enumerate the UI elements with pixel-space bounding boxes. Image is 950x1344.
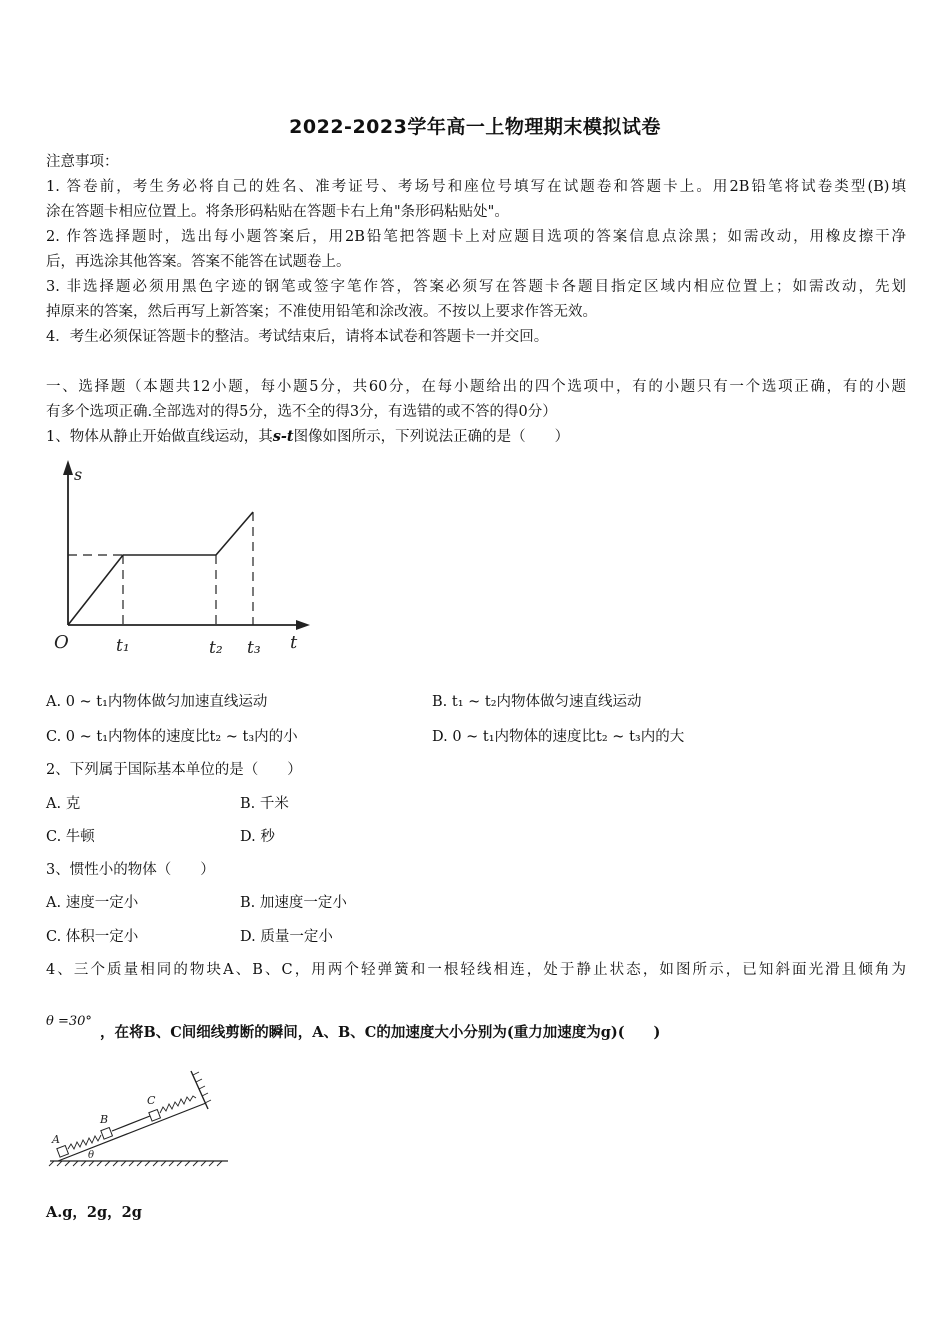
question-3-option-b[interactable]: B. 加速度一定小: [240, 895, 347, 911]
notice-line: 2. 作答选择题时，选出每小题答案后，用2B铅笔把答题卡上对应题目选项的答案信息点涂黑；如需改动，用橡皮擦干净: [46, 229, 906, 245]
incline-surface: [58, 1103, 206, 1161]
spring-c-wall: [160, 1096, 196, 1113]
block-b: [101, 1127, 113, 1139]
question-3-option-c[interactable]: C. 体积一定小: [46, 929, 139, 945]
label-b: B: [100, 1113, 109, 1126]
question-4-stem: 4、三个质量相同的物块A、B、C，用两个轻弹簧和一根轻线相连，处于静止状态，如图所示，已知斜面光滑且倾角为: [46, 962, 906, 978]
question-1-var: s-t: [272, 428, 294, 445]
notice-line: 掉原来的答案，然后再写上新答案；不准使用铅笔和涂改液。不按以上要求作答无效。: [46, 304, 597, 320]
string-bc: [112, 1116, 150, 1131]
question-3-stem: 3、惯性小的物体（ ）: [46, 862, 215, 878]
label-c: C: [147, 1094, 156, 1107]
question-4-option-a[interactable]: A.g，2g，2g: [46, 1204, 142, 1221]
block-c: [149, 1109, 161, 1121]
question-4-stem-cont: ，在将B、C间细线剪断的瞬间，A、B、C的加速度大小分别为(重力加速度为g)( ): [100, 1024, 661, 1041]
question-3-option-a[interactable]: A. 速度一定小: [46, 895, 139, 911]
incline-figure: [46, 1063, 236, 1173]
notice-line: 4．考生必须保证答题卡的整洁。考试结束后，请将本试卷和答题卡一并交回。: [46, 329, 549, 345]
question-2-option-d[interactable]: D. 秒: [240, 829, 275, 845]
question-3-option-d[interactable]: D. 质量一定小: [240, 929, 333, 945]
wall: [191, 1071, 208, 1109]
question-2-option-a[interactable]: A. 克: [46, 796, 81, 812]
graph-line: [68, 512, 253, 625]
st-graph: [46, 455, 316, 665]
question-1-option-a[interactable]: A. 0 ~ t₁内物体做匀加速直线运动: [46, 694, 268, 710]
block-a: [57, 1145, 69, 1157]
question-2-option-c[interactable]: C. 牛顿: [46, 829, 95, 845]
y-arrow: [63, 460, 73, 475]
notice-line: 1. 答卷前，考生务必将自己的姓名、准考证号、考场号和座位号填写在试题卷和答题卡上。用2B铅笔将试卷类型(B)填: [46, 179, 906, 195]
tick-t3: t₃: [247, 638, 261, 658]
question-1-option-c[interactable]: C. 0 ~ t₁内物体的速度比t₂ ~ t₃内的小: [46, 729, 298, 745]
notice-line: 3. 非选择题必须用黑色字迹的钢笔或签字笔作答，答案必须写在答题卡各题目指定区域内相应位置上；如需改动，先划: [46, 279, 906, 295]
question-1-option-b[interactable]: B. t₁ ~ t₂内物体做匀速直线运动: [432, 694, 642, 710]
tick-t1: t₁: [116, 636, 130, 656]
question-4-theta: θ =30°: [46, 1014, 92, 1029]
spring-ab: [68, 1135, 101, 1149]
section-heading-cont: 有多个选项正确.全部选对的得5分，选不全的得3分，有选错的或不答的得0分）: [46, 404, 557, 420]
question-2-stem: 2、下列属于国际基本单位的是（ ）: [46, 762, 302, 778]
x-arrow: [296, 620, 310, 630]
y-axis-label: s: [74, 465, 83, 484]
notice-heading: 注意事项：: [46, 154, 119, 170]
notice-line: 后，再选涂其他答案。答案不能答在试题卷上。: [46, 254, 351, 270]
label-a: A: [52, 1133, 60, 1146]
question-1-stem: 1、物体从静止开始做直线运动，其s-t图像如图所示，下列说法正确的是（ ）: [46, 428, 570, 445]
origin-label: O: [54, 632, 69, 653]
tick-t2: t₂: [209, 638, 223, 658]
page-title: 2022-2023学年高一上物理期末模拟试卷: [289, 116, 661, 138]
x-axis-label: t: [290, 632, 298, 653]
notice-line: 涂在答题卡相应位置上。将条形码粘贴在答题卡右上角"条形码粘贴处"。: [46, 204, 509, 220]
question-1-option-d[interactable]: D. 0 ~ t₁内物体的速度比t₂ ~ t₃内的大: [432, 729, 685, 745]
label-theta: θ: [88, 1150, 95, 1161]
section-heading: 一、选择题（本题共12小题，每小题5分，共60分，在每小题给出的四个选项中，有的小题只有一个选项正确，有的小题: [46, 379, 906, 395]
question-2-option-b[interactable]: B. 千米: [240, 796, 289, 812]
